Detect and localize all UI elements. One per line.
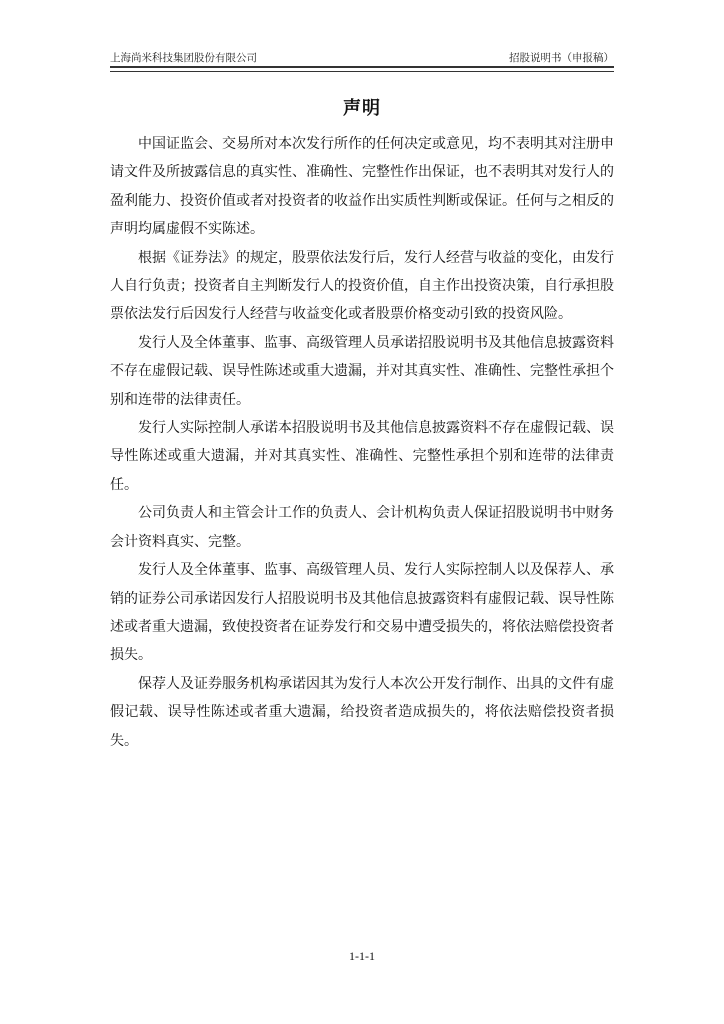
header-rule: [110, 71, 614, 72]
paragraph-accounting-guarantee: 公司负责人和主管会计工作的负责人、会计机构负责人保证招股说明书中财务会计资料真实、完整。: [110, 505, 614, 550]
paragraph-sponsor-commitment: 保荐人及证券服务机构承诺因其为发行人本次公开发行制作、出具的文件有虚假记载、误导性陈述或者重大遗漏，给投资者造成损失的，将依法赔偿投资者损失。: [110, 675, 614, 749]
paragraph-controller-commitment: 发行人实际控制人承诺本招股说明书及其他信息披露资料不存在虚假记载、误导性陈述或重大遗漏，并对其真实性、准确性、完整性承担个别和连带的法律责任。: [110, 420, 614, 493]
header-company-name: 上海尚米科技集团股份有限公司: [110, 52, 257, 64]
paragraph-investment-risk: 根据《证券法》的规定，股票依法发行后，发行人经营与收益的变化，由发行人自行负责；投资者自主判断发行人的投资价值，自主作出投资决策，自行承担股票依法发行后因发行人经营与收益变化或者股票价格变动引致的投资风险。: [110, 249, 614, 323]
paragraph-regulator-disclaimer: 中国证监会、交易所对本次发行所作的任何决定或意见，均不表明其对注册申请文件及所披露信息的真实性、准确性、完整性作出保证，也不表明其对发行人的盈利能力、投资价值或者对投资者的收益作出实质性判断或保证。任何与之相反的声明均属虚假不实陈述。: [110, 136, 614, 238]
page-title: 声明: [343, 98, 381, 119]
paragraph-directors-commitment: 发行人及全体董事、监事、高级管理人员承诺招股说明书及其他信息披露资料不存在虚假记载、误导性陈述或重大遗漏，并对其真实性、准确性、完整性承担个别和连带的法律责任。: [110, 334, 614, 408]
page-header: [110, 50, 614, 68]
page-number: 1-1-1: [349, 949, 375, 963]
paragraph-compensation-commitment: 发行人及全体董事、监事、高级管理人员、发行人实际控制人以及保荐人、承销的证券公司承诺因发行人招股说明书及其他信息披露资料有虚假记载、误导性陈述或者重大遗漏，致使投资者在证券发行和交易中遭受损失的，将依法赔偿投资者损失。: [110, 562, 614, 664]
header-document-type: 招股说明书（申报稿）: [509, 52, 614, 64]
declaration-body: [110, 130, 614, 755]
